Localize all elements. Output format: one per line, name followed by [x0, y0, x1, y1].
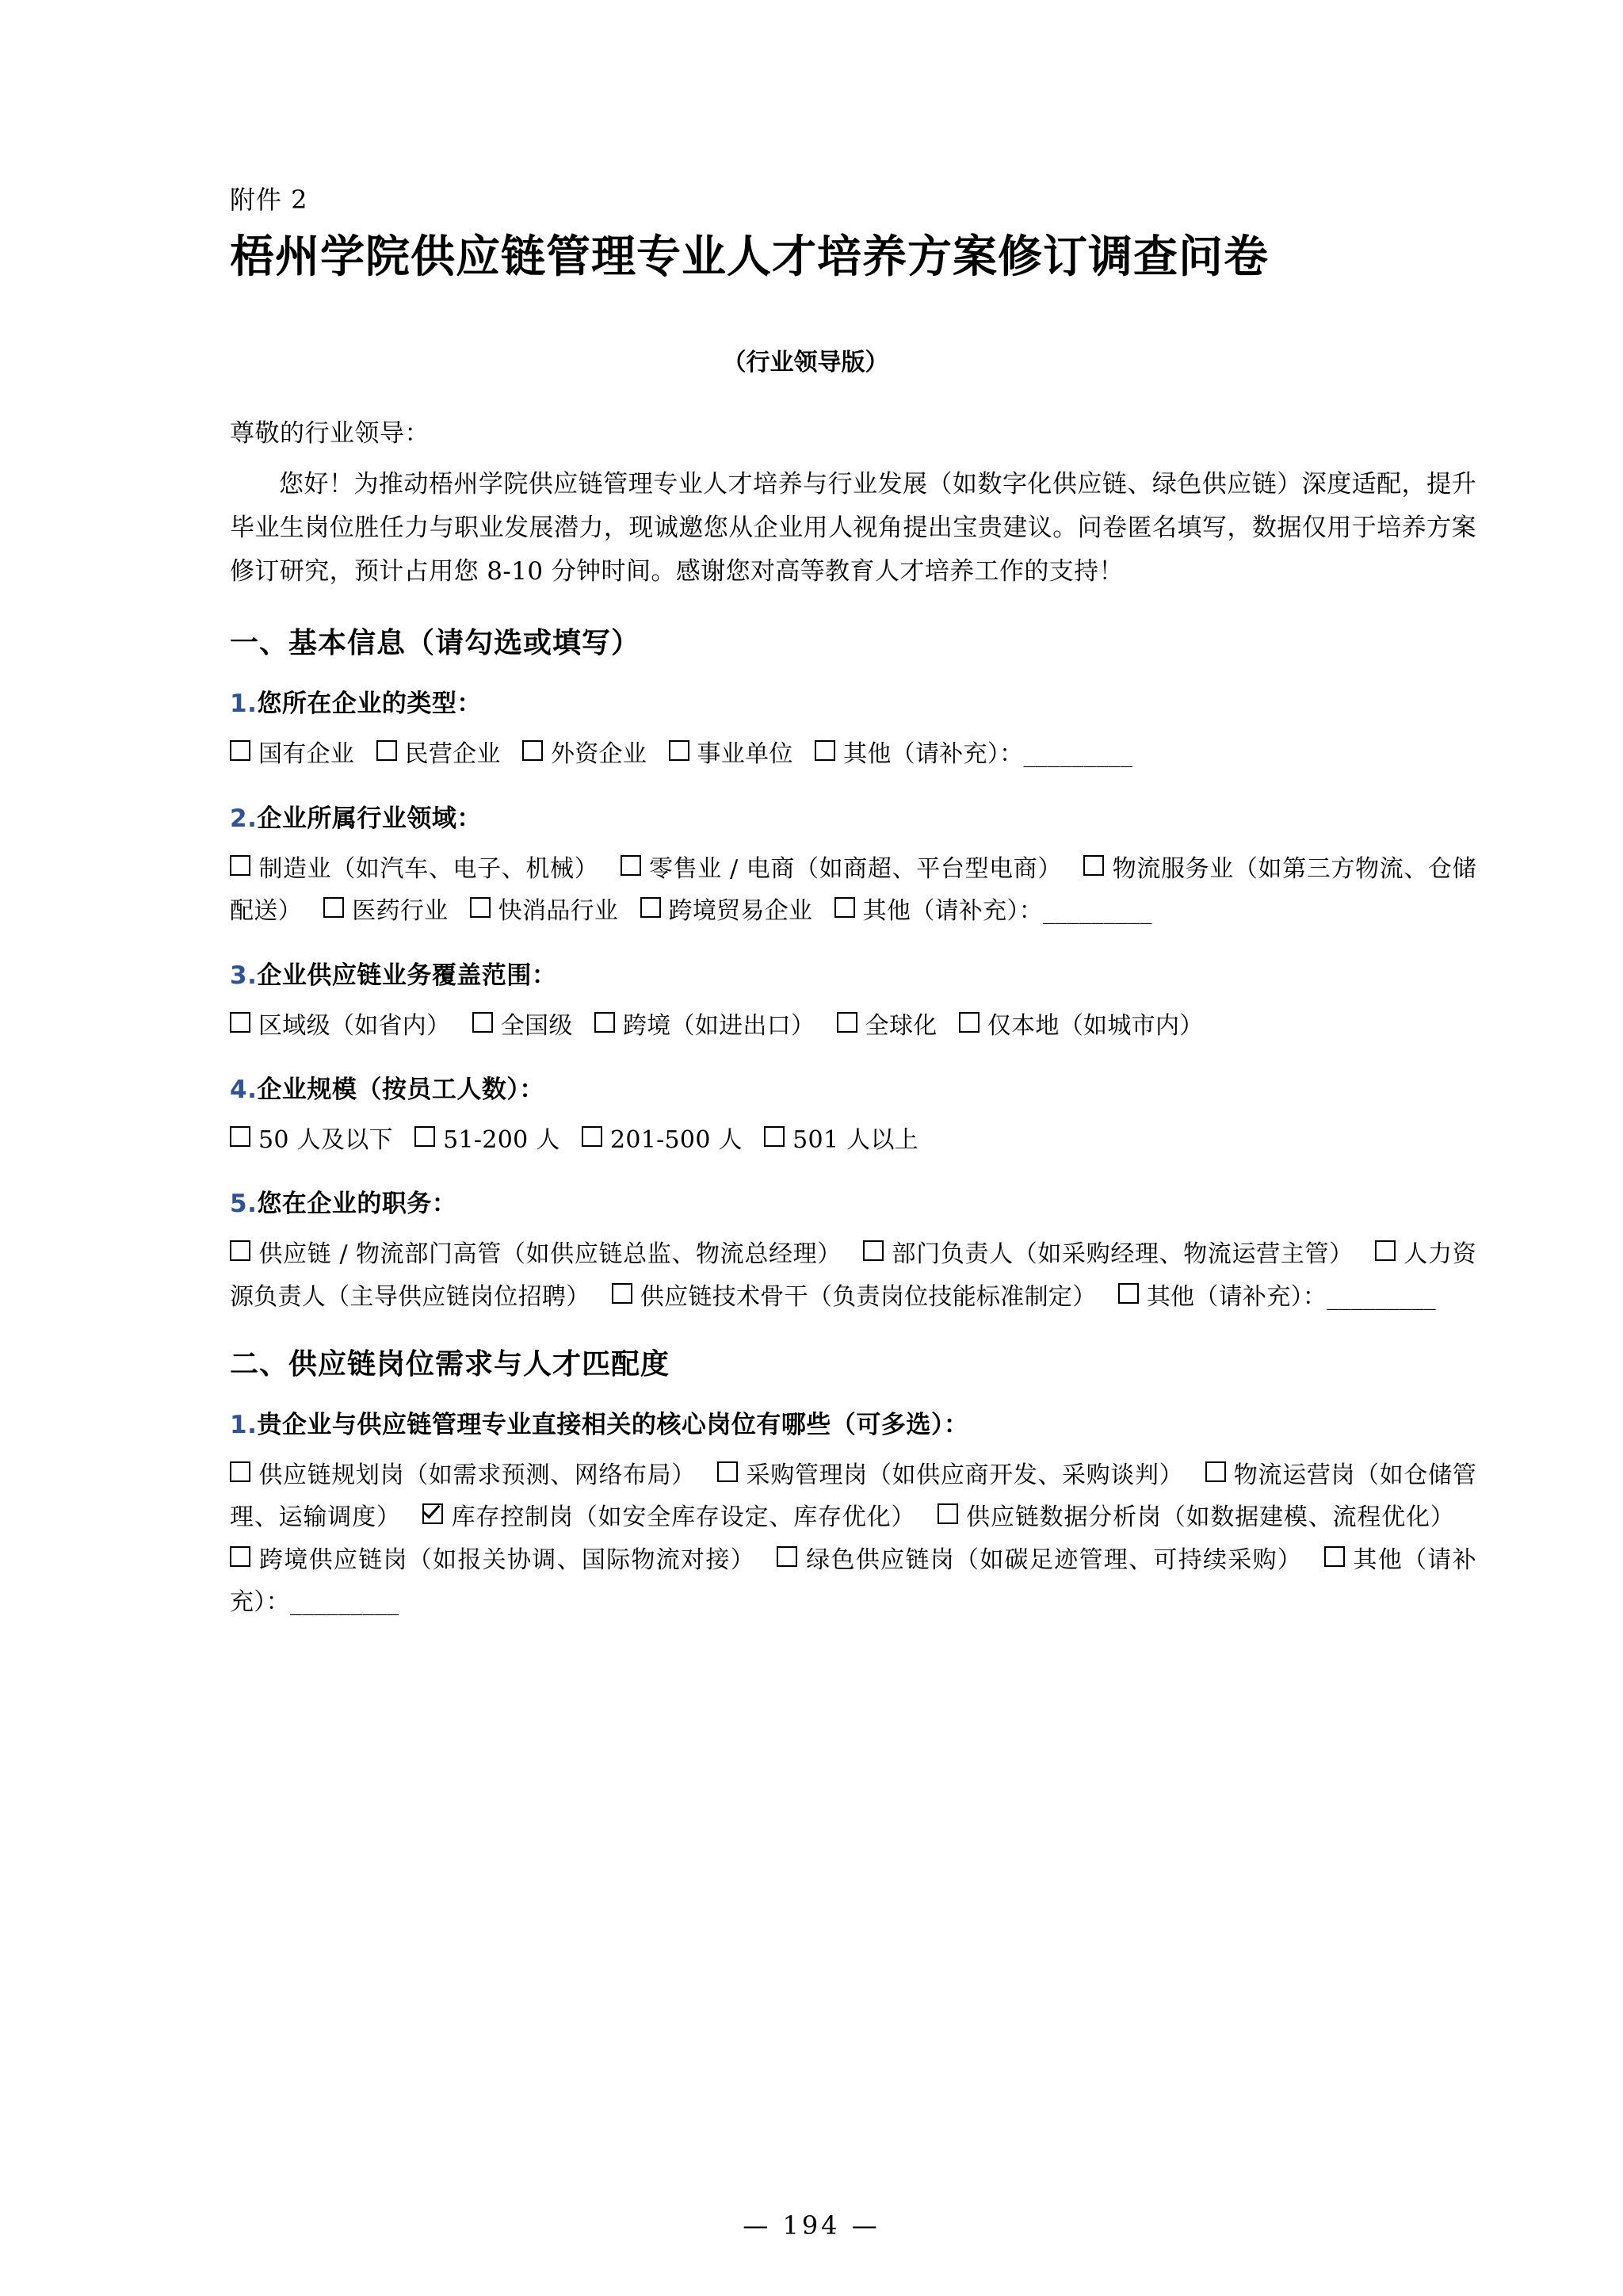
checkbox-option[interactable]: [230, 1461, 696, 1489]
questionnaire-body: [230, 621, 1476, 1623]
checkbox-icon[interactable]: [582, 1126, 602, 1147]
option-label: 供应链规划岗（如需求预测、网络布局）: [258, 1461, 696, 1490]
checkbox-option[interactable]: [815, 740, 1132, 768]
checkbox-option[interactable]: [612, 1283, 1097, 1311]
checkbox-option[interactable]: [640, 897, 813, 925]
checkbox-option[interactable]: [422, 1503, 915, 1531]
option-label: 采购管理岗（如供应商开发、采购谈判）: [746, 1461, 1184, 1490]
checkbox-icon[interactable]: [938, 1503, 958, 1524]
option-label: 事业单位: [697, 740, 793, 769]
option-label: 其他（请补充）：_________: [862, 897, 1152, 926]
option-label: 库存控制岗（如安全库存设定、库存优化）: [451, 1503, 916, 1532]
question-text: 贵企业与供应链管理专业直接相关的核心岗位有哪些（可多选）：: [257, 1411, 969, 1440]
option-label: 全球化: [865, 1011, 938, 1040]
option-label: 跨境供应链岗（如报关协调、国际物流对接）: [258, 1545, 755, 1574]
option-group: [230, 1119, 1476, 1161]
checkbox-option[interactable]: [837, 1012, 938, 1040]
option-label: 部门负责人（如采购经理、物流运营主管）: [892, 1240, 1354, 1269]
checkbox-option[interactable]: [472, 1012, 573, 1040]
option-label: 全国级: [500, 1011, 573, 1040]
checkbox-option[interactable]: [323, 897, 448, 925]
option-label: 501 人以上: [792, 1125, 919, 1154]
checkbox-icon[interactable]: [323, 897, 344, 918]
checkbox-icon[interactable]: [612, 1283, 632, 1304]
checkbox-icon[interactable]: [621, 855, 641, 876]
option-label: 其他（请补充）：_________: [843, 740, 1133, 769]
option-label: 零售业 / 电商（如商超、平台型电商）: [648, 854, 1063, 883]
question-text: 您所在企业的类型：: [257, 690, 482, 719]
checkbox-icon[interactable]: [230, 1126, 250, 1147]
checkbox-option[interactable]: [230, 740, 354, 768]
checkbox-option[interactable]: [230, 855, 598, 883]
checkbox-option[interactable]: [938, 1503, 1455, 1531]
option-label: 医药行业: [352, 897, 449, 926]
section-heading: 二、供应链岗位需求与人才匹配度: [230, 1348, 670, 1381]
checkbox-option[interactable]: [764, 1126, 918, 1154]
page-number: — 194 —: [743, 2210, 880, 2241]
checkbox-option[interactable]: [777, 1546, 1302, 1574]
question-number: 2.: [230, 804, 258, 833]
document-subtitle: （行业领导版）: [722, 348, 889, 376]
checkbox-option[interactable]: [582, 1126, 743, 1154]
option-group: [230, 733, 1476, 775]
checkbox-option[interactable]: [230, 1012, 450, 1040]
page-title: 梧州学院供应链管理专业人才培养方案修订调查问卷: [230, 231, 1269, 283]
checkbox-option[interactable]: [376, 740, 501, 768]
checkbox-icon[interactable]: [640, 897, 661, 918]
option-group: [230, 848, 1476, 933]
option-label: 仅本地（如城市内）: [987, 1011, 1204, 1040]
question-label: [230, 1069, 1476, 1105]
checkbox-option[interactable]: [470, 897, 619, 925]
checkbox-option[interactable]: [230, 1546, 755, 1574]
question-number: 4.: [230, 1075, 258, 1104]
checkbox-icon[interactable]: [1375, 1240, 1396, 1261]
checkbox-icon[interactable]: [959, 1012, 980, 1033]
option-label: 供应链技术骨干（负责岗位技能标准制定）: [640, 1282, 1097, 1311]
checkbox-option[interactable]: [522, 740, 647, 768]
question-text: 您在企业的职务：: [257, 1190, 457, 1219]
option-label: 供应链 / 物流部门高管（如供应链总监、物流总经理）: [258, 1240, 842, 1269]
question-number: 5.: [230, 1190, 258, 1219]
checkbox-icon[interactable]: [230, 1240, 250, 1261]
checkbox-icon[interactable]: [834, 897, 855, 918]
checkbox-icon[interactable]: [230, 855, 250, 876]
option-group: [230, 1005, 1476, 1047]
checkbox-option[interactable]: [621, 855, 1062, 883]
option-label: 其他（请补充）：_________: [1146, 1282, 1436, 1311]
checkbox-icon[interactable]: [230, 1546, 250, 1567]
question-number: 1.: [230, 690, 258, 719]
option-group: [230, 1454, 1476, 1624]
checkbox-icon[interactable]: [863, 1240, 884, 1261]
question-label: [230, 955, 1476, 991]
option-label: 50 人及以下: [258, 1125, 393, 1154]
question-label: [230, 798, 1476, 834]
option-label: 其他（请补充）：_________: [230, 1545, 1477, 1617]
checkbox-icon[interactable]: [1083, 855, 1104, 876]
option-group: [230, 1233, 1476, 1318]
question-text: 企业供应链业务覆盖范围：: [257, 961, 557, 990]
checkbox-icon[interactable]: [669, 740, 689, 761]
checkbox-option[interactable]: [863, 1240, 1354, 1268]
checkbox-icon[interactable]: [522, 740, 543, 761]
option-label: 绿色供应链岗（如碳足迹管理、可持续采购）: [805, 1545, 1303, 1574]
option-label: 外资企业: [551, 740, 647, 769]
checkbox-icon[interactable]: [230, 1012, 250, 1033]
option-label: 51-200 人: [443, 1125, 560, 1154]
option-label: 201-500 人: [609, 1125, 743, 1154]
checkbox-icon[interactable]: [472, 1012, 493, 1033]
option-label: 制造业（如汽车、电子、机械）: [258, 854, 599, 883]
checkbox-option[interactable]: [414, 1126, 560, 1154]
option-label: 快消品行业: [498, 897, 619, 926]
checkbox-icon[interactable]: [777, 1546, 797, 1567]
option-label: 跨境贸易企业: [668, 897, 813, 926]
option-label: 物流服务业（如第三方物流、仓储配送）: [230, 854, 1476, 926]
checkbox-option[interactable]: [959, 1012, 1204, 1040]
checkbox-icon[interactable]: [717, 1461, 738, 1482]
checkbox-icon[interactable]: [1118, 1283, 1139, 1304]
question-text: 企业所属行业领域：: [257, 804, 482, 833]
checkbox-icon[interactable]: [230, 740, 250, 761]
checkbox-icon[interactable]: [414, 1126, 435, 1147]
option-label: 区域级（如省内）: [258, 1011, 451, 1040]
option-label: 供应链数据分析岗（如数据建模、流程优化）: [965, 1503, 1455, 1532]
checkbox-icon[interactable]: [470, 897, 491, 918]
question-label: [230, 683, 1476, 719]
checkbox-icon[interactable]: [764, 1126, 785, 1147]
option-label: 人力资源负责人（主导供应链岗位招聘）: [230, 1240, 1477, 1311]
checkbox-option[interactable]: [669, 740, 793, 768]
checkbox-icon[interactable]: [815, 740, 835, 761]
checkbox-option[interactable]: [717, 1461, 1183, 1489]
option-label: 跨境（如进出口）: [622, 1011, 815, 1040]
option-label: 国有企业: [258, 740, 355, 769]
checkbox-checked-icon[interactable]: [422, 1503, 443, 1524]
option-label: 民营企业: [404, 740, 501, 769]
checkbox-icon[interactable]: [1324, 1546, 1345, 1567]
checkbox-option[interactable]: [594, 1012, 815, 1040]
question-number: 1.: [230, 1411, 258, 1440]
checkbox-option[interactable]: [1118, 1283, 1436, 1311]
option-label: 物流运营岗（如仓储管理、运输调度）: [230, 1461, 1477, 1532]
intro-paragraph: 您好！为推动梧州学院供应链管理专业人才培养与行业发展（如数字化供应链、绿色供应链）深度适配，提升毕业生岗位胜任力与职业发展潜力，现诚邀您从企业用人视角提出宝贵建议。问卷匿名填写，数据仅用于培养方案修订研究，预计占用您 8-10 分钟时间。感谢您对高等教育人才培养工作的支持！: [230, 469, 1476, 586]
attachment-label: 附件 2: [230, 185, 308, 215]
question-number: 3.: [230, 961, 258, 990]
checkbox-option[interactable]: [230, 1240, 842, 1268]
checkbox-icon[interactable]: [230, 1461, 250, 1482]
checkbox-icon[interactable]: [594, 1012, 615, 1033]
question-text: 企业规模（按员工人数）：: [257, 1075, 544, 1104]
checkbox-option[interactable]: [834, 897, 1152, 925]
checkbox-option[interactable]: [230, 1126, 393, 1154]
question-label: [230, 1404, 1476, 1440]
checkbox-icon[interactable]: [837, 1012, 857, 1033]
section-heading: 一、基本信息（请勾选或填写）: [230, 627, 641, 660]
checkbox-icon[interactable]: [376, 740, 397, 761]
checkbox-icon[interactable]: [1205, 1461, 1226, 1482]
salutation: 尊敬的行业领导：: [230, 418, 430, 448]
question-label: [230, 1183, 1476, 1219]
